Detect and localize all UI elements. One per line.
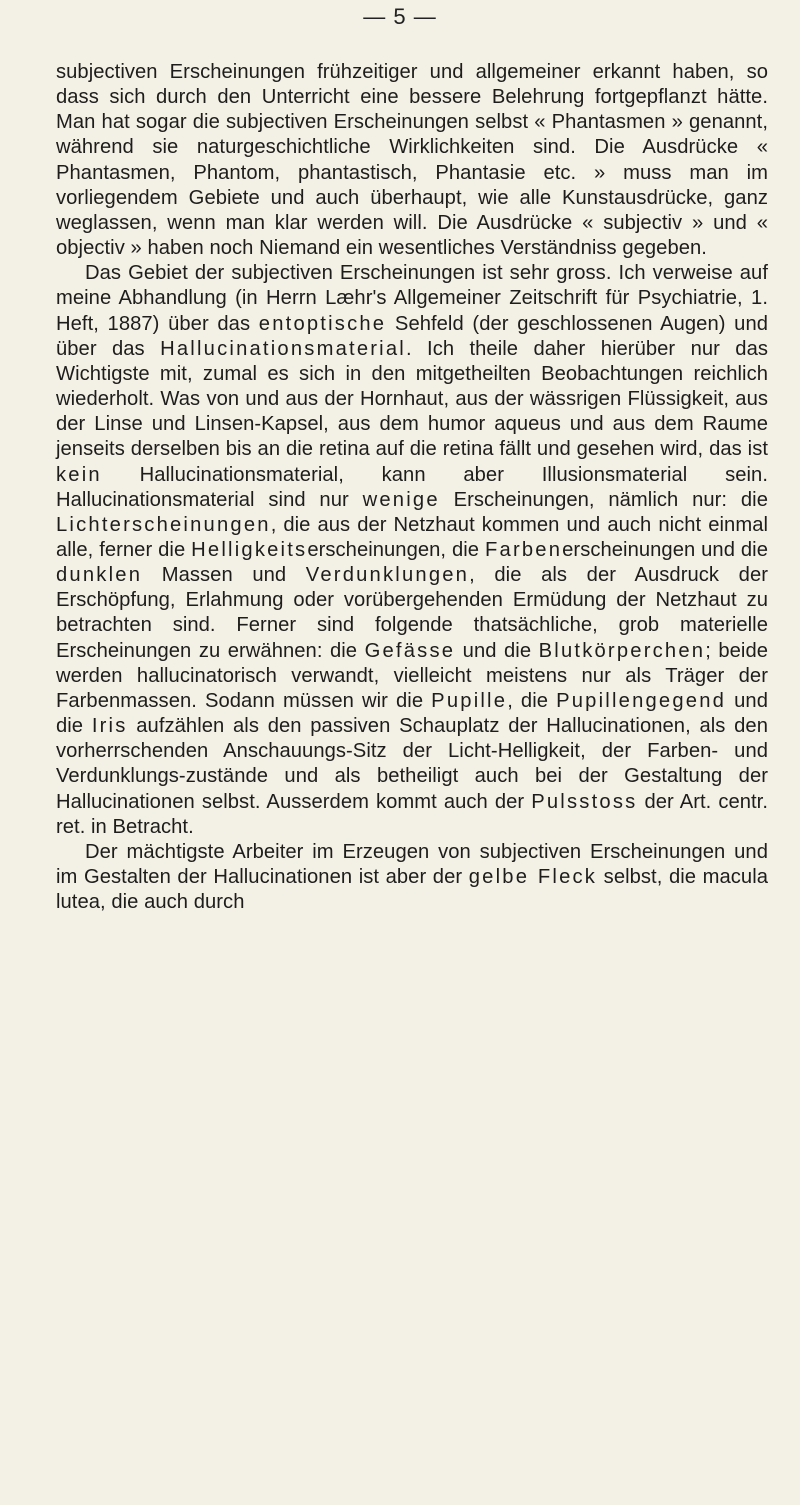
page-body: [56, 60, 768, 915]
spaced-emphasis-text: Pupillengegend: [556, 689, 727, 712]
spaced-emphasis-text: kein: [56, 463, 102, 486]
body-text: Hallucinationsmaterial, kann aber Illusionsmaterial sein. Hallucinationsmaterial sind nur: [56, 463, 768, 511]
body-text: . Ich theile daher hierüber nur das Wichtigste mit, zumal es sich in den mitgetheilten Beobachtungen reichlich wiederholt. Was von und aus der Hornhaut, aus der wässrigen Flüssigkeit, aus der Linse und Linsen-Kapsel, aus dem humor aqueus und aus dem Raume jenseits derselben bis an die retina auf die retina fällt und gesehen wird, das ist: [56, 337, 768, 461]
body-text: und die: [455, 639, 539, 662]
spaced-emphasis-text: Lichterscheinungen: [56, 513, 271, 536]
spaced-emphasis-text: Pupille: [431, 689, 508, 712]
body-text: subjectiven Erscheinungen frühzeitiger und allgemeiner erkannt haben, so dass sich durch den Unterricht eine bessere Belehrung fortgepflanzt hätte. Man hat sogar die subjectiven Erscheinungen selbst « Phantasmen » genannt, während sie naturgeschichtliche Wirklichkeiten sind. Die Ausdrücke « Phantasmen, Phantom, phantastisch, Phantasie etc. » muss man im vorliegendem Gebiete und auch überhaupt, wie alle Kunstausdrücke, ganz weglassen, wenn man klar werden will. Die Ausdrücke « subjectiv » und « objectiv » haben noch Niemand ein wesentliches Verständniss gegeben.: [56, 61, 768, 260]
spaced-emphasis-text: Gefässe: [364, 639, 456, 662]
body-text: selbst, die macula lutea, die auch durch: [56, 866, 769, 914]
body-text: , die: [507, 689, 557, 712]
spaced-emphasis-text: wenige: [362, 488, 440, 511]
spaced-emphasis-text: entoptische: [258, 312, 387, 335]
spaced-emphasis-text: dunklen: [56, 564, 143, 587]
body-text: Das Gebiet der subjectiven Erscheinungen ist sehr gross. Ich verweise auf meine Abhandlung (in Herrn Læhr's Allgemeiner Zeitschrift für Psychiatrie, 1. Heft, 1887) über das: [56, 262, 768, 335]
body-text: aufzählen als den passiven Schauplatz der Hallucinationen, als den vorherrschenden Anschauungs-Sitz der Licht-Helligkeit, der Farben- und Verdunklungs-zustände und als betheiligt auch bei der Gestaltung der Hallucinationen selbst. Ausserdem kommt auch der: [56, 715, 768, 813]
body-text: und die: [56, 689, 768, 738]
paragraph-1: [56, 60, 768, 261]
body-text: Massen und: [142, 564, 306, 587]
spaced-emphasis-text: Pulsstoss: [531, 790, 638, 813]
body-text: , die aus der Netzhaut kommen und auch nicht einmal alle, ferner die: [56, 513, 768, 561]
spaced-emphasis-text: Blutkörperchen: [538, 639, 706, 662]
body-text: erscheinungen, die: [307, 538, 485, 561]
paragraph-3: [56, 840, 768, 915]
spaced-emphasis-text: Helligkeits: [191, 538, 308, 561]
body-text: Erscheinungen, nämlich nur: die: [439, 488, 768, 511]
page-number: — 5 —: [363, 4, 437, 29]
body-text: ; beide werden hallucinatorisch verwandt, vielleicht meistens nur als Träger der Farbenmassen. Sodann müssen wir die: [56, 639, 769, 712]
spaced-emphasis-text: gelbe Fleck: [468, 866, 598, 888]
paragraph-2: [56, 261, 768, 840]
body-text: Sehfeld (der geschlossenen Augen) und über das: [56, 312, 768, 360]
spaced-emphasis-text: Iris: [91, 715, 128, 738]
body-text: der Art. centr. ret. in Betracht.: [56, 790, 768, 838]
spaced-emphasis-text: Verdunklungen: [305, 564, 470, 587]
spaced-emphasis-text: Hallucinationsmaterial: [160, 337, 406, 360]
body-text: , die als der Ausdruck der Erschöpfung, Erlahmung oder vorübergehenden Ermüdung der Netzhaut zu betrachten sind. Ferner sind folgende thatsächliche, grob materielle Erscheinungen zu erwähnen: die: [56, 564, 768, 662]
spaced-emphasis-text: Farben: [484, 538, 563, 561]
body-text: erscheinungen und die: [562, 538, 768, 561]
body-text: Der mächtigste Arbeiter im Erzeugen von subjectiven Erscheinungen und im Gestalten der Hallucinationen ist aber der: [56, 840, 768, 888]
